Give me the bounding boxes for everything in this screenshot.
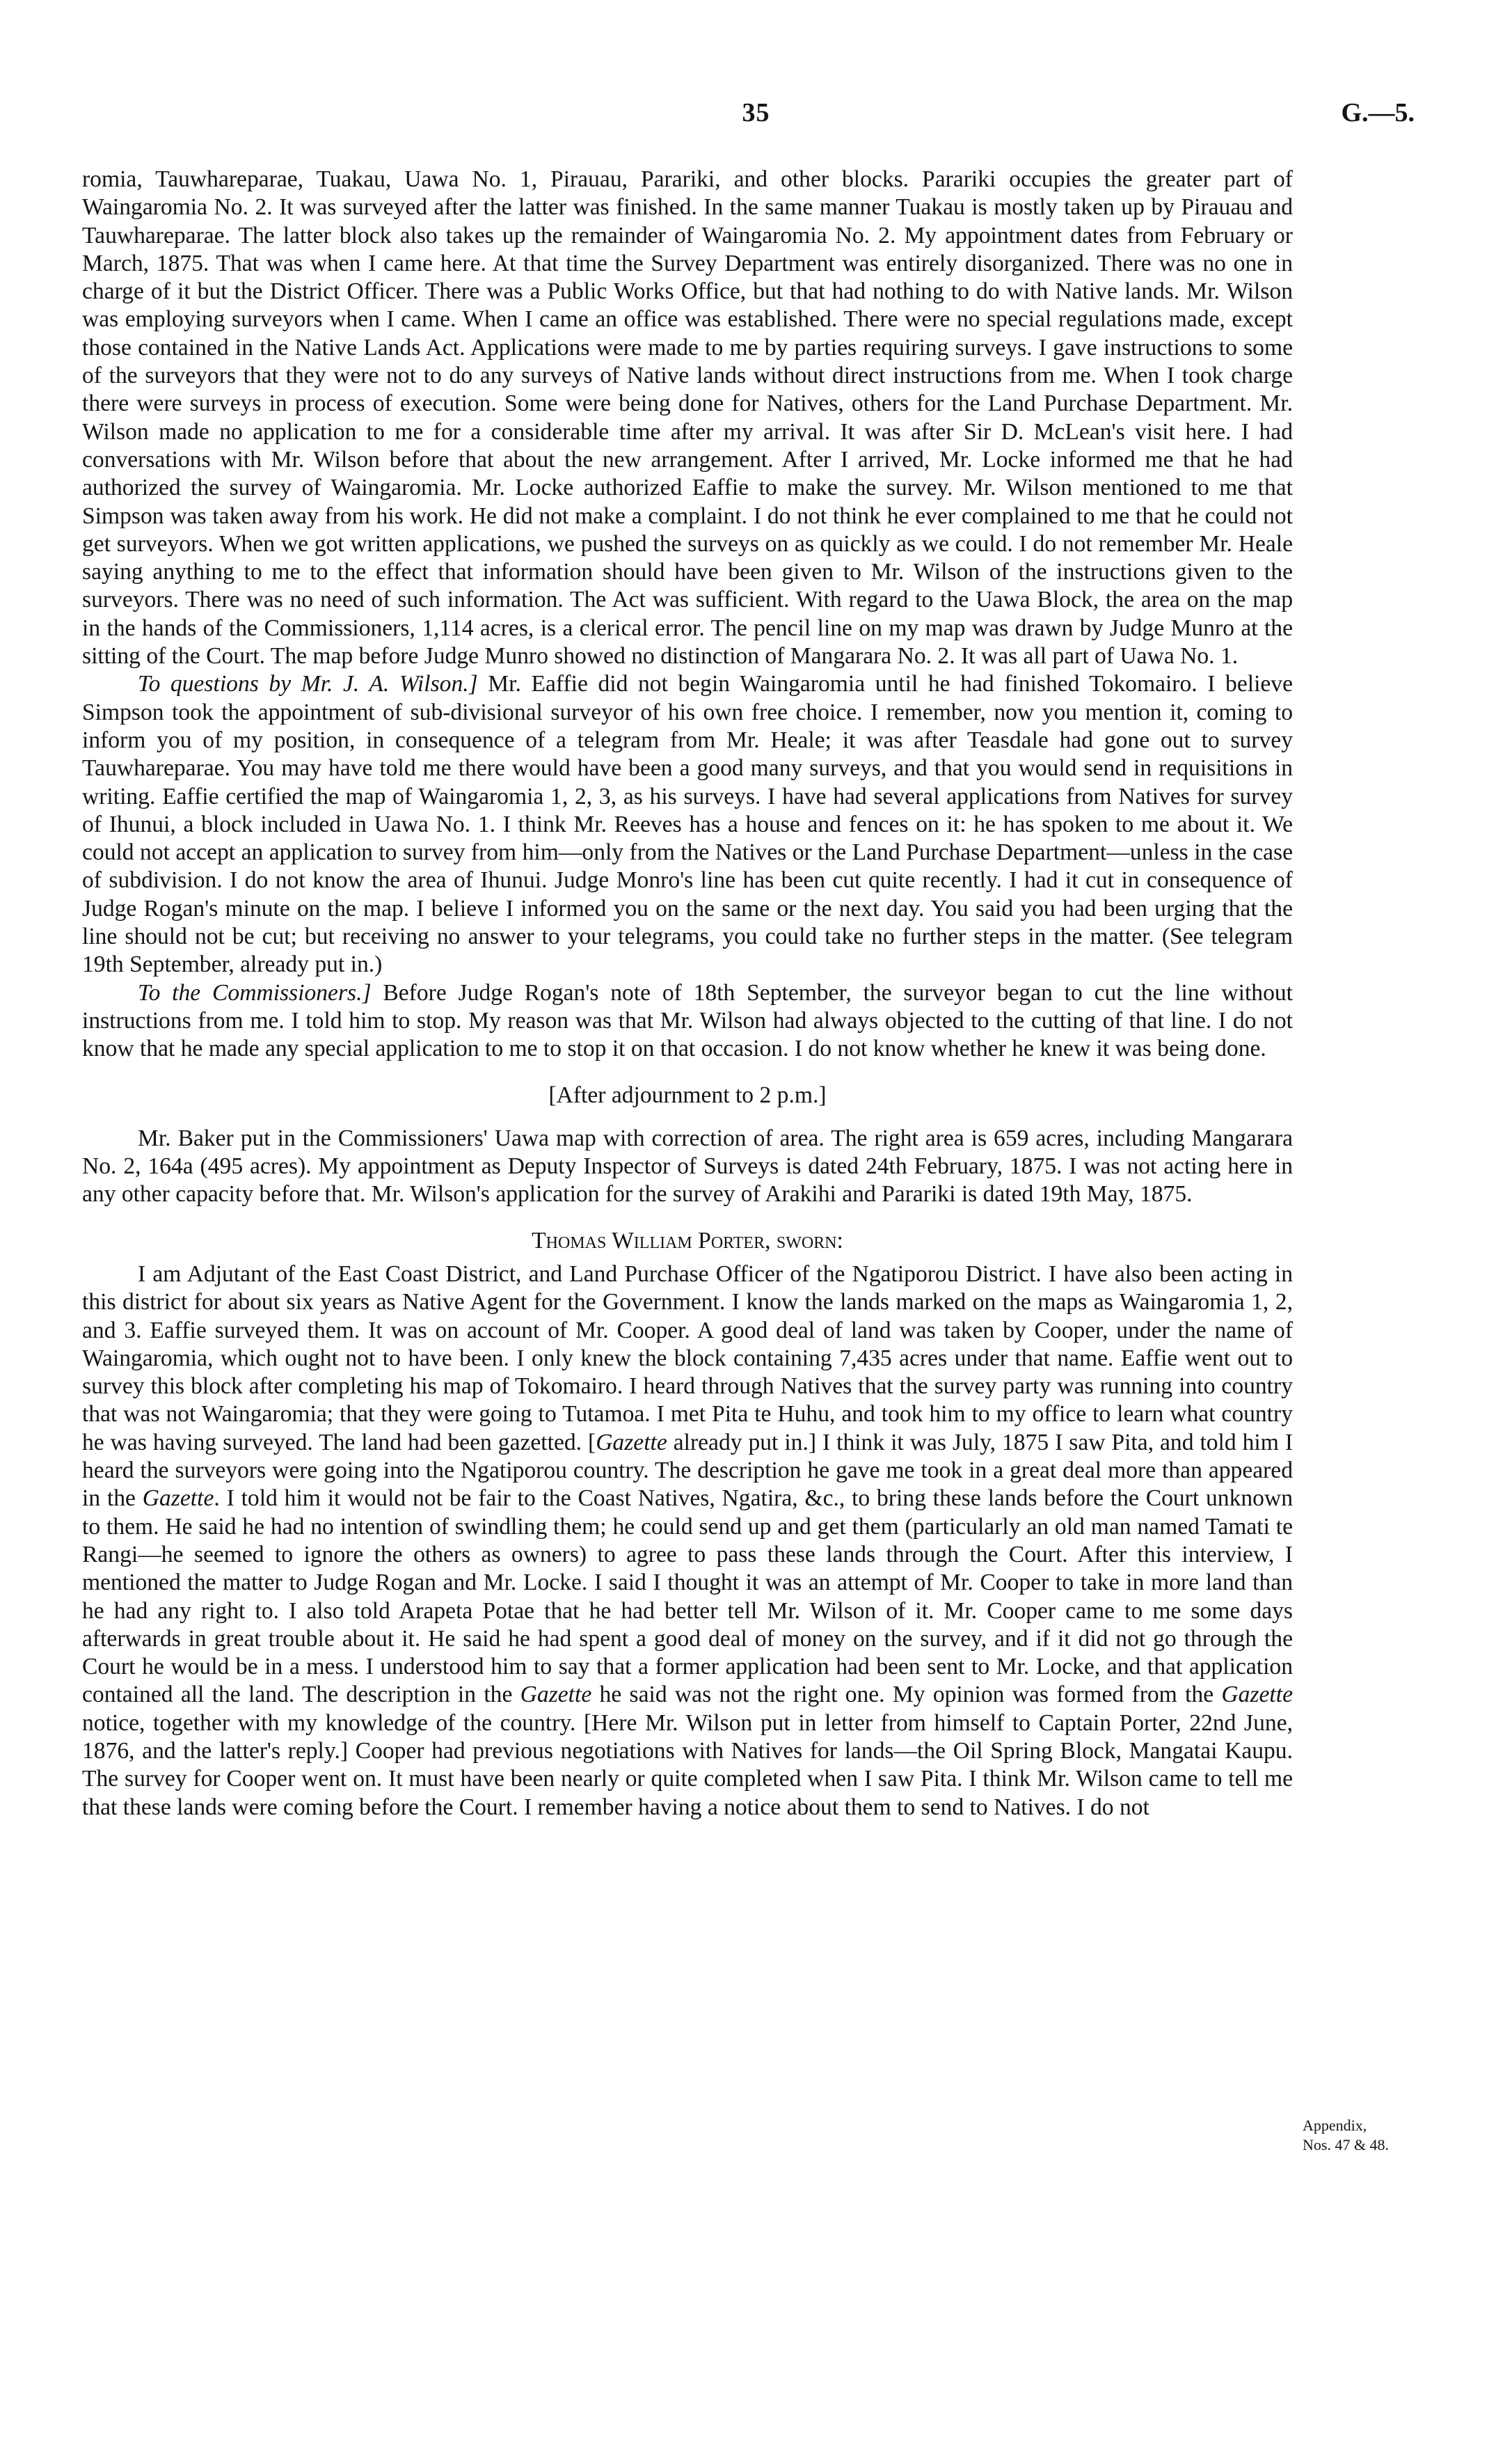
italic-lead-in: To questions by Mr. J. A. Wilson.] xyxy=(138,671,478,697)
margin-note-line: Nos. 47 & 48. xyxy=(1303,2136,1390,2153)
paragraph-porter-testimony xyxy=(82,1260,1293,1821)
marginal-note xyxy=(1303,2116,1435,2155)
page-number: 35 xyxy=(742,98,770,127)
paragraph-continued: romia, Tauwhareparae, Tuakau, Uawa No. 1, Pirauau, Parariki, and other blocks. Parariki occupies the greater part of Waingaromia No. 2. It was surveyed after the latter was finished. In the same manner Tuakau is mostly taken up by Pirauau and Tauwhareparae. The latter block also takes up the remainder of Waingaromia No. 2. My appointment dates from February or March, 1875. That was when I came here. At that time the Survey Department was entirely disorganized. There was no one in charge of it but the District Officer. There was a Public Works Office, but that had nothing to do with Native lands. Mr. Wilson was employing surveyors when I came. When I came an office was established. There were no special regulations made, except those contained in the Native Lands Act. Applications were made to me by parties requiring surveys. I gave instructions to some of the surveyors that they were not to do any surveys of Native lands without direct instructions from me. When I took charge there were surveys in process of execution. Some were being done for Natives, others for the Land Purchase Department. Mr. Wilson made no application to me for a considerable time after my arrival. It was after Sir D. McLean's visit here. I had conversations with Mr. Wilson before that about the new arrangement. After I arrived, Mr. Locke informed me that he had authorized the survey of Waingaromia. Mr. Locke authorized Eaffie to make the survey. Mr. Wilson mentioned to me that Simpson was taken away from his work. He did not make a complaint. I do not think he ever complained to me that he could not get surveyors. When we got written applications, we pushed the surveys on as quickly as we could. I do not remember Mr. Heale saying anything to me to the effect that information should have been given to Mr. Wilson of the instructions given to the surveyors. There was no need of such information. The Act was sufficient. With regard to the Uawa Block, the area on the map in the hands of the Commissioners, 1,114 acres, is a clerical error. The pencil line on my map was drawn by Judge Munro at the sitting of the Court. The map before Judge Munro showed no distinction of Mangarara No. 2. It was all part of Uawa No. 1. xyxy=(82,166,1293,670)
italic-lead-in: To the Commissioners.] xyxy=(138,979,372,1006)
text-segment: notice, together with my knowledge of the country. [Here Mr. Wilson put in letter from himself to Captain Porter, 22nd June, 1876, and the latter's reply.] Cooper had previous negotiations with Natives for lands—the Oil Spring Block, Mangatai Kaupu. The survey for Cooper went on. It must have been nearly or quite completed when I saw Pita. I think Mr. Wilson came to tell me that these lands were coming before the Court. I remember having a notice about them to send to Natives. I do not xyxy=(82,1709,1293,1820)
document-reference: G.—5. xyxy=(1341,98,1415,127)
paragraph-text: Before Judge Rogan's note of 18th September, the surveyor began to cut the line without instructions from me. I told him to stop. My reason was that Mr. Wilson had always objected to the cutting of that line. I do not know that he made any special application to me to stop it on that occasion. I do not know whether he knew it was being done. xyxy=(82,979,1293,1062)
paragraph-text: Mr. Eaffie did not begin Waingaromia until he had finished Tokomairo. I believe Simpson took the appointment of sub-divisional surveyor of his own free choice. I remember, now you mention it, coming to inform you of my position, in consequence of a telegram from Mr. Heale; it was after Teasdale had gone out to survey Tauwhareparae. You may have told me there would have been a good many surveys, and that you would send in requisitions in writing. Eaffie certified the map of Waingaromia 1, 2, 3, as his surveys. I have had several applications from Natives for survey of Ihunui, a block included in Uawa No. 1. I think Mr. Reeves has a house and fences on it: he has spoken to me about it. We could not accept an application to survey from him—only from the Natives or the Land Purchase Department—unless in the case of subdivision. I do not know the area of Ihunui. Judge Monro's line has been cut quite recently. I had it cut in consequence of Judge Rogan's minute on the map. I believe I informed you on the same or the next day. You said you had been urging that the line should not be cut; but receiving no answer to your telegrams, you could take no further steps in the matter. (See telegram 19th September, already put in.) xyxy=(82,671,1293,978)
document-body xyxy=(82,166,1293,1821)
paragraph-commissioners xyxy=(82,979,1293,1064)
gazette-italic: Gazette xyxy=(520,1682,592,1708)
text-segment: already put in.] I think it was July, 1875 I saw Pita, and told him I heard the surveyors were going into the Ngatiporou country. The description he gave me took in a great deal more than appeared in the xyxy=(82,1429,1293,1512)
adjournment-heading: [After adjournment to 2 p.m.] xyxy=(548,1082,827,1108)
text-segment: I am Adjutant of the East Coast District, and Land Purchase Officer of the Ngatiporou District. I have also been acting in this district for about six years as Native Agent for the Government. I know the lands marked on the maps as Waingaromia 1, 2, and 3. Eaffie surveyed them. It was on account of Mr. Cooper. A good deal of land was taken by Cooper, under the name of Waingaromia, which ought not to have been. I only knew the block containing 7,435 acres under that name. Eaffie went out to survey this block after completing his map of Tokomairo. I heard through Natives that the survey party was running into country that was not Waingaromia; that they were going to Tutamoa. I met Pita te Huhu, and took him to my office to learn what country he was having surveyed. The land had been gazetted. [ xyxy=(82,1260,1293,1455)
margin-note-line: Appendix, xyxy=(1303,2117,1367,2134)
gazette-italic: Gazette xyxy=(142,1485,214,1512)
text-segment: he said was not the right one. My opinion was formed from the xyxy=(591,1682,1222,1708)
gazette-italic: Gazette xyxy=(596,1429,667,1455)
gazette-italic: Gazette xyxy=(1221,1682,1293,1708)
paragraph-baker: Mr. Baker put in the Commissioners' Uawa map with correction of area. The right area is 659 acres, including Mangarara No. 2, 164a (495 acres). My appointment as Deputy Inspector of Surveys is dated 24th February, 1875. I was not acting here in any other capacity before that. Mr. Wilson's application for the survey of Arakihi and Parariki is dated 19th May, 1875. xyxy=(82,1125,1293,1208)
text-segment: . I told him it would not be fair to the Coast Natives, Ngatira, &c., to bring these lands before the Court unknown to them. He said he had no intention of swindling them; he could send up and get them (particularly an old man named Tamati te Rangi—he seemed to ignore the others as owners) to agree to pass these lands through the Court. After this interview, I mentioned the matter to Judge Rogan and Mr. Locke. I said I thought it was an attempt of Mr. Cooper to take in more land than he had any right to. I also told Arapeta Potae that he had better tell Mr. Wilson of it. Mr. Cooper came to me some days afterwards in great trouble about it. He said he had spent a good deal of money on the survey, and if it did not go through the Court he would be in a mess. I understood him to say that a former application had been sent to Mr. Locke, and that application contained all the land. The description in the xyxy=(82,1485,1293,1708)
paragraph-questions-wilson xyxy=(82,670,1293,979)
witness-heading: Thomas William Porter, sworn: xyxy=(532,1227,843,1254)
